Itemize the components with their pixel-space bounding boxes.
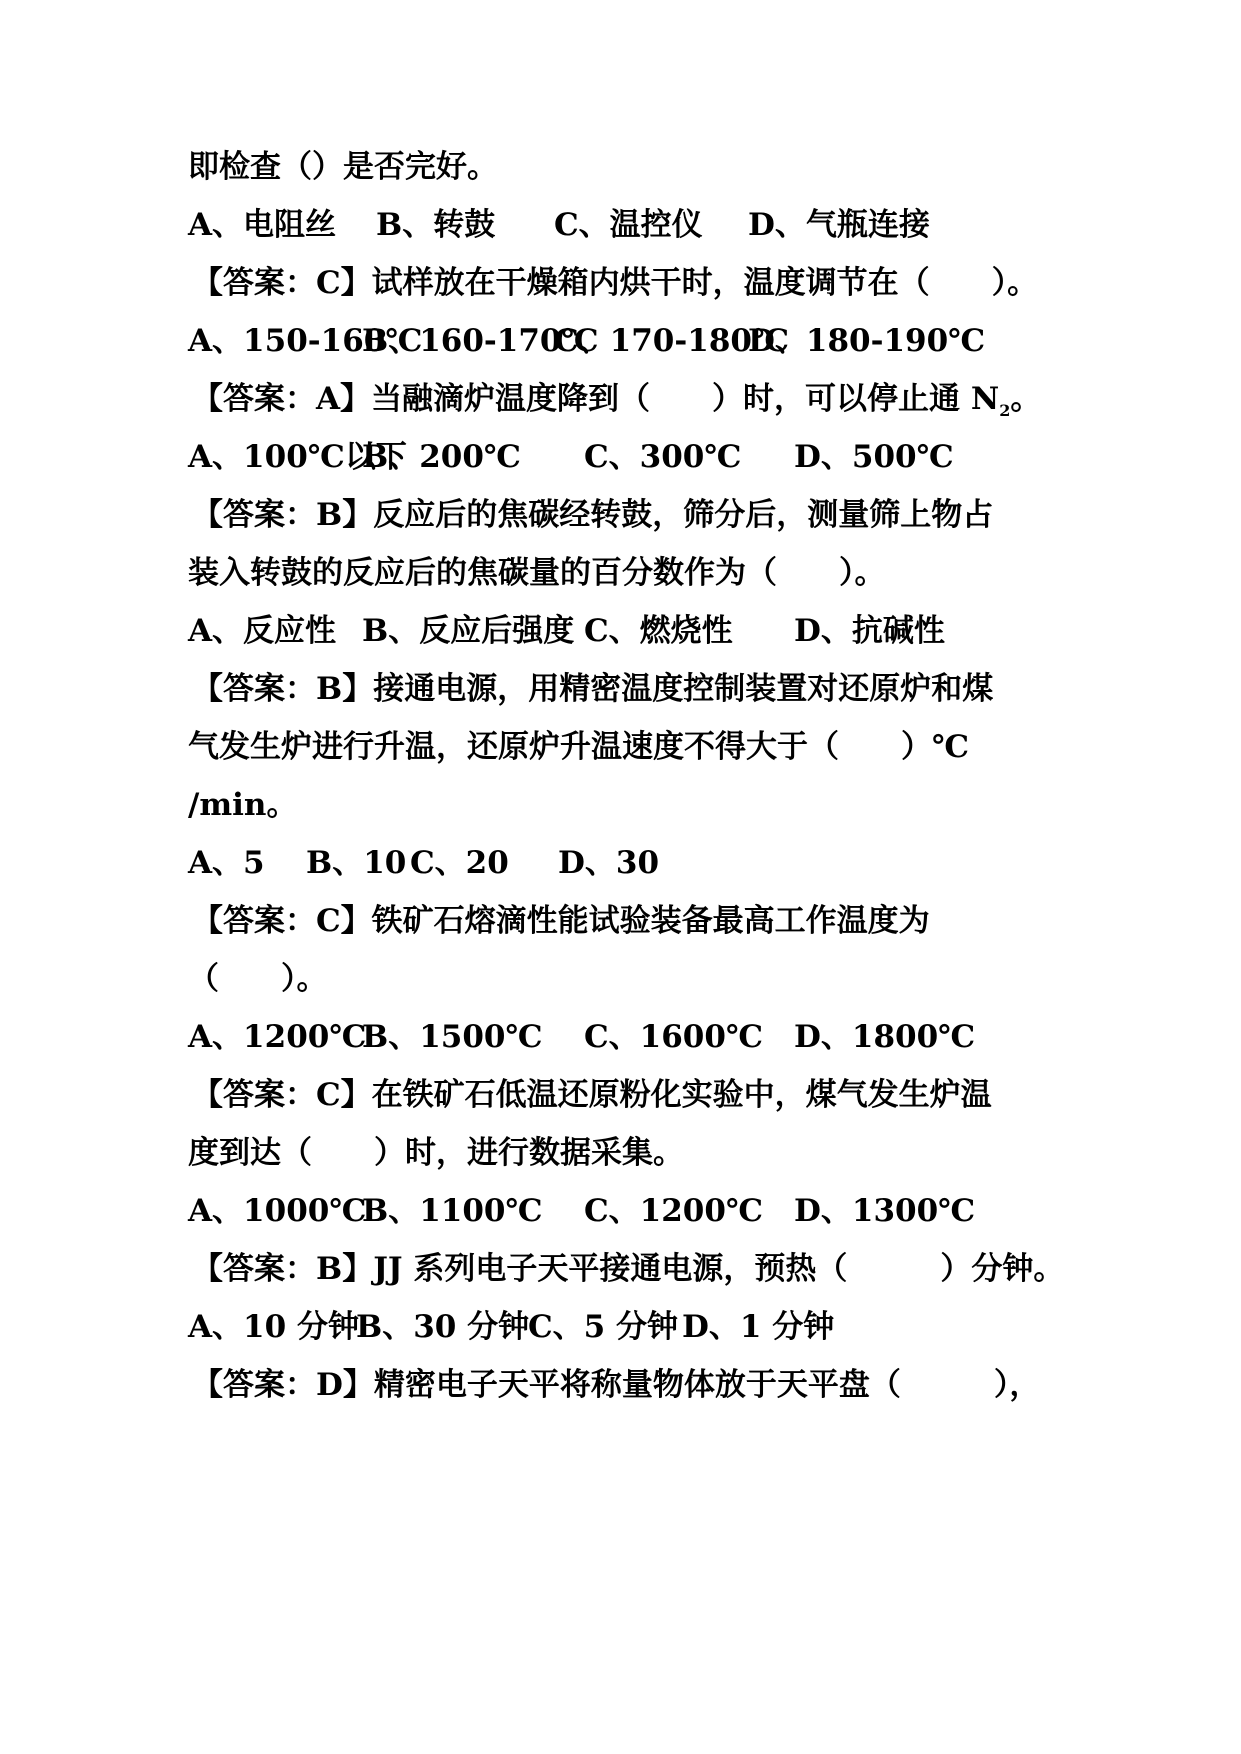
options-row xyxy=(188,1191,988,1231)
option-d: D、气瓶连接 xyxy=(748,207,930,243)
answer-question-text: 【答案：B】反应后的焦碳经转鼓，筛分后，测量筛上物占 xyxy=(192,497,994,533)
subscript: 2 xyxy=(999,401,1011,421)
options-row xyxy=(188,611,988,651)
answer-question-tail: 。 xyxy=(1010,381,1042,417)
option-c: C、20 xyxy=(410,845,509,881)
answer-question-text: 【答案：B】JJ 系列电子天平接通电源，预热（ ）分钟。 xyxy=(192,1251,1065,1287)
question-text: （ ）。 xyxy=(188,961,328,997)
option-c: C、温控仪 xyxy=(554,207,703,243)
option-b: B、30 分钟 xyxy=(356,1309,530,1345)
options-row xyxy=(188,1307,988,1347)
option-c: C、300℃ xyxy=(584,439,742,475)
option-c: C、5 分钟 xyxy=(528,1309,679,1345)
option-a: A、10 分钟 xyxy=(188,1309,359,1345)
option-c: C、1600℃ xyxy=(584,1019,764,1055)
option-a: A、5 xyxy=(188,845,265,881)
option-b: B、200℃ xyxy=(362,439,522,475)
option-b: B、10 xyxy=(306,845,407,881)
answer-question-main: 【答案：A】当融滴炉温度降到（ ）时，可以停止通 N xyxy=(192,381,1000,417)
question-text: 气发生炉进行升温，还原炉升温速度不得大于（ ）℃ xyxy=(188,729,970,765)
options-row xyxy=(188,1017,988,1057)
options-row xyxy=(188,437,988,477)
option-d: D、1300℃ xyxy=(794,1193,976,1229)
option-b: B、1100℃ xyxy=(362,1193,543,1229)
option-a: A、反应性 xyxy=(188,613,337,649)
option-c: C、1200℃ xyxy=(584,1193,764,1229)
option-a: A、1200℃ xyxy=(188,1019,367,1055)
option-d: D、1800℃ xyxy=(794,1019,976,1055)
option-a: A、1000℃ xyxy=(188,1193,367,1229)
options-row xyxy=(188,843,988,883)
option-c: C、燃烧性 xyxy=(584,613,733,649)
question-text: /min。 xyxy=(188,787,298,823)
question-text: 即检查（）是否完好。 xyxy=(188,149,498,185)
question-text: 度到达（ ）时，进行数据采集。 xyxy=(188,1135,684,1171)
options-row xyxy=(188,205,988,245)
option-d: D、30 xyxy=(558,845,660,881)
answer-question-text: 【答案：B】接通电源，用精密温度控制装置对还原炉和煤 xyxy=(192,671,994,707)
option-d: D、抗碱性 xyxy=(794,613,945,649)
option-b: B、160-170℃ xyxy=(362,323,599,359)
options-row xyxy=(188,321,988,361)
option-b: B、1500℃ xyxy=(362,1019,543,1055)
answer-question-text: 【答案：C】铁矿石熔滴性能试验装备最高工作温度为 xyxy=(192,903,930,939)
option-d: D、180-190℃ xyxy=(748,323,986,359)
option-c: C、170-180℃ xyxy=(554,323,790,359)
question-text: 装入转鼓的反应后的焦碳量的百分数作为（ ）。 xyxy=(188,555,886,591)
option-b: B、反应后强度 xyxy=(362,613,575,649)
option-d: D、500℃ xyxy=(794,439,954,475)
option-d: D、1 分钟 xyxy=(682,1309,835,1345)
option-b: B、转鼓 xyxy=(376,207,496,243)
answer-question-text: 【答案：C】在铁矿石低温还原粉化实验中，煤气发生炉温 xyxy=(192,1077,992,1113)
option-a: A、150-160℃ xyxy=(188,323,423,359)
option-a: A、100℃以下 xyxy=(188,439,407,475)
answer-question-text: 【答案：C】试样放在干燥箱内烘干时，温度调节在（ ）。 xyxy=(192,265,1039,301)
option-a: A、电阻丝 xyxy=(188,207,337,243)
answer-question-text xyxy=(192,379,1041,431)
answer-question-text: 【答案：D】精密电子天平将称量物体放于天平盘（ ）， xyxy=(192,1367,1041,1403)
